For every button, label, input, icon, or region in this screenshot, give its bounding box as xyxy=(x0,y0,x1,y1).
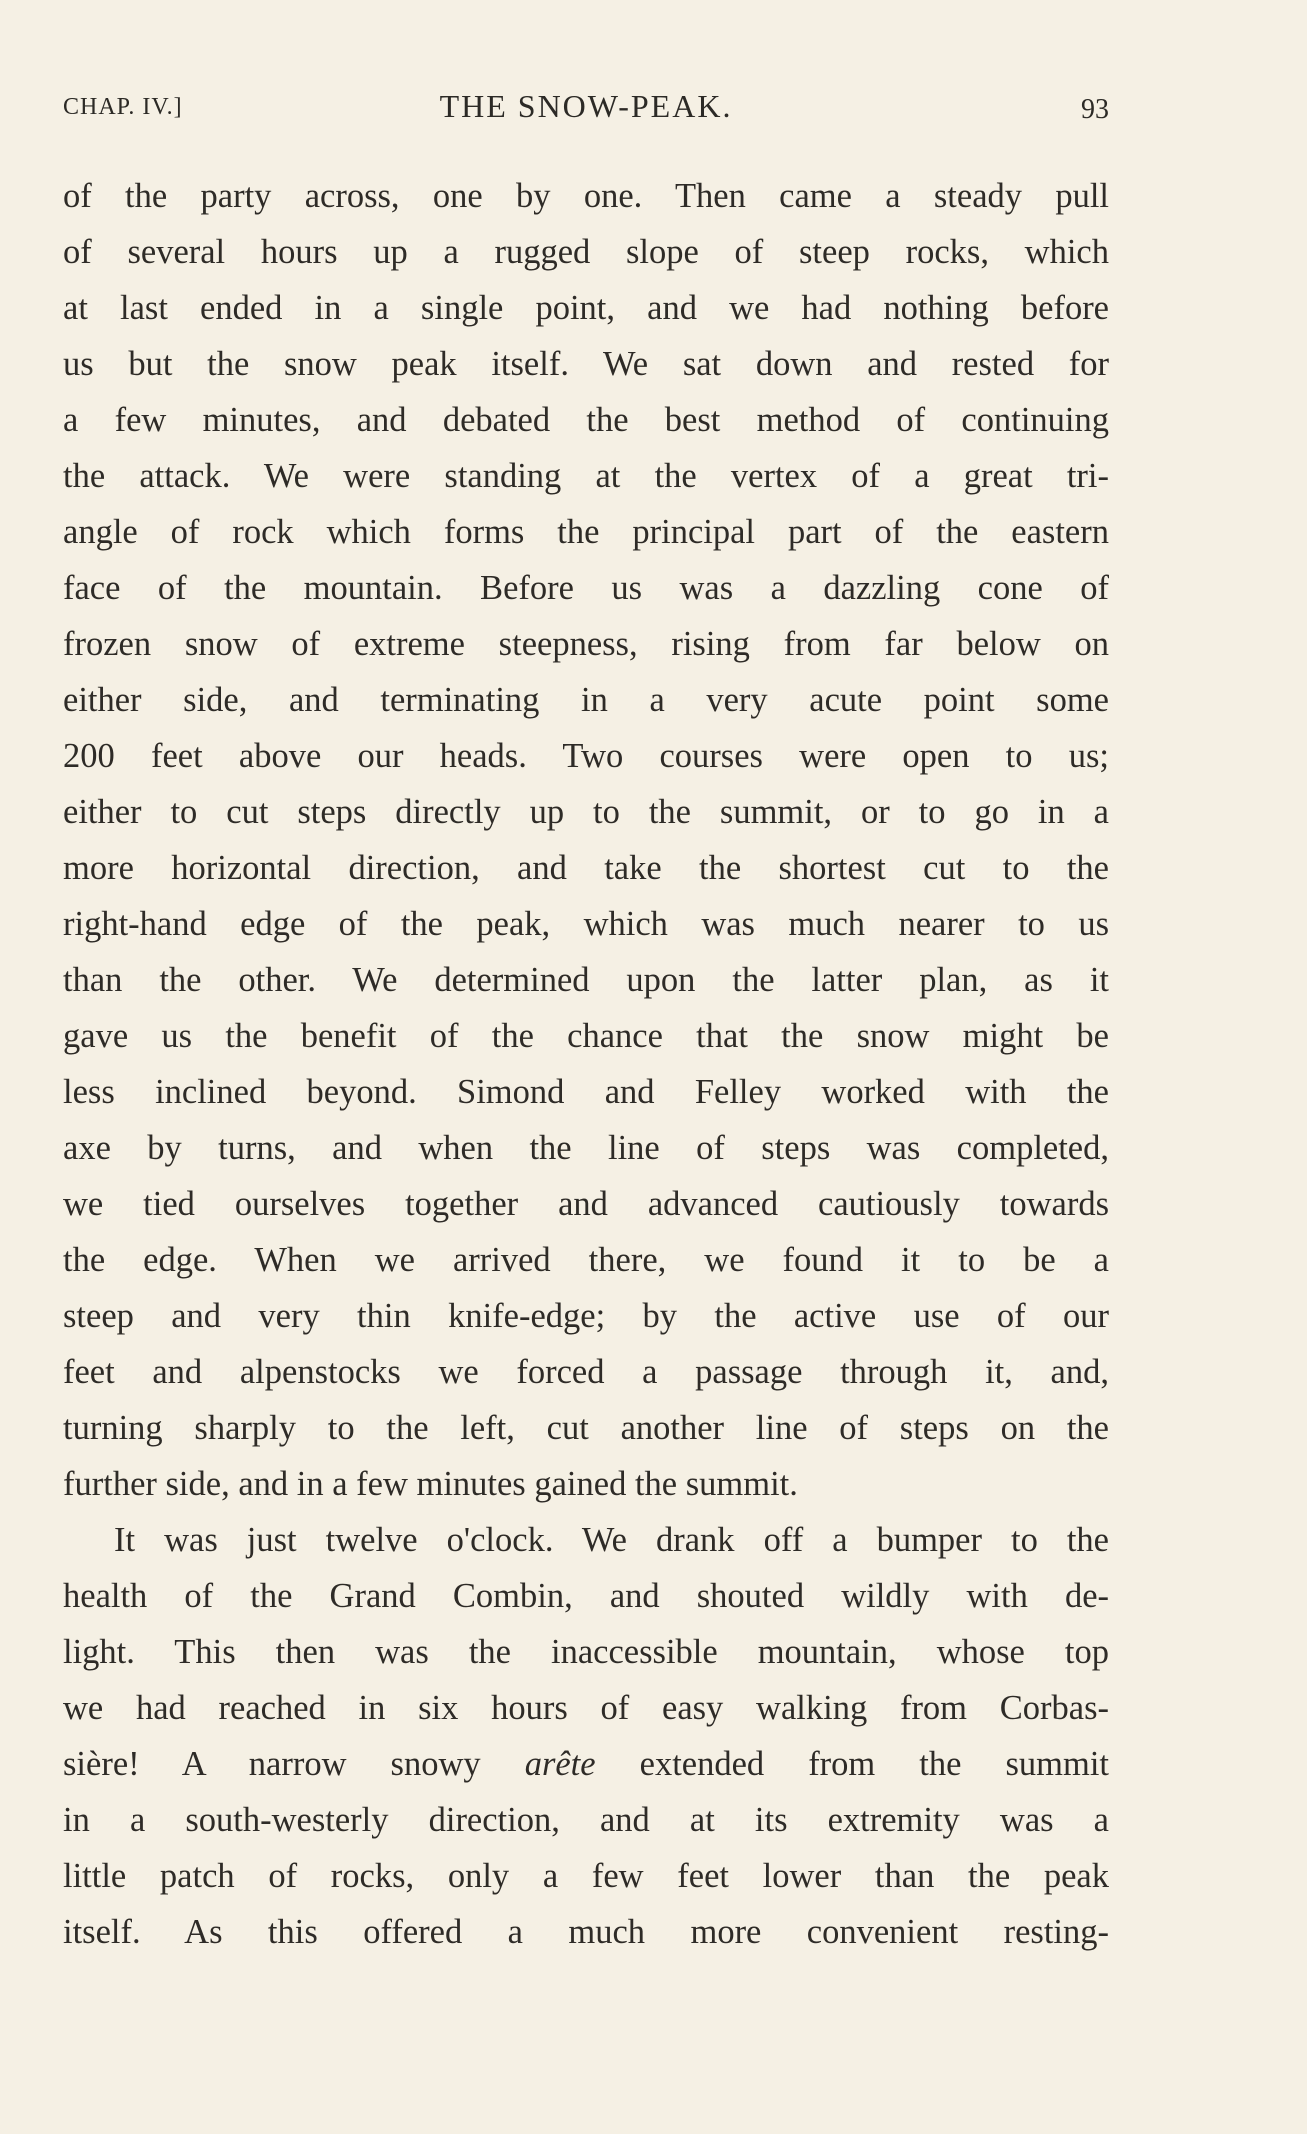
text-line: we had reached in six hours of easy walking from Corbas- xyxy=(63,1689,1109,1727)
page-number: 93 xyxy=(1081,94,1109,125)
paragraph-start-line: It was just twelve o'clock. We drank off a bumper to the xyxy=(114,1521,1109,1559)
text-line: at last ended in a single point, and we had nothing before xyxy=(63,289,1109,327)
text-line: steep and very thin knife-edge; by the active use of our xyxy=(63,1297,1109,1335)
running-head xyxy=(63,88,1109,132)
text-line: gave us the benefit of the chance that the snow might be xyxy=(63,1017,1109,1055)
text-line: angle of rock which forms the principal part of the eastern xyxy=(63,513,1109,551)
page-title: THE SNOW-PEAK. xyxy=(439,88,733,124)
text-line: either to cut steps directly up to the summit, or to go in a xyxy=(63,793,1109,831)
chapter-label: CHAP. IV.] xyxy=(63,94,183,120)
text-line: than the other. We determined upon the latter plan, as it xyxy=(63,961,1109,999)
text-line: of several hours up a rugged slope of steep rocks, which xyxy=(63,233,1109,271)
text-line: turning sharply to the left, cut another line of steps on the xyxy=(63,1409,1109,1447)
arete-line-after: extended from the summit xyxy=(639,1745,1109,1783)
text-line: we tied ourselves together and advanced cautiously towards xyxy=(63,1185,1109,1223)
text-line: face of the mountain. Before us was a dazzling cone of xyxy=(63,569,1109,607)
text-line: 200 feet above our heads. Two courses were open to us; xyxy=(63,737,1109,775)
text-line: the edge. When we arrived there, we found it to be a xyxy=(63,1241,1109,1279)
text-line: itself. As this offered a much more convenient resting- xyxy=(63,1913,1109,1951)
text-line: of the party across, one by one. Then came a steady pull xyxy=(63,177,1109,215)
text-line: health of the Grand Combin, and shouted wildly with de- xyxy=(63,1577,1109,1615)
text-line: axe by turns, and when the line of steps was completed, xyxy=(63,1129,1109,1167)
text-line: more horizontal direction, and take the shortest cut to the xyxy=(63,849,1109,887)
text-line-arete xyxy=(63,1736,1109,1792)
text-line: a few minutes, and debated the best method of continuing xyxy=(63,401,1109,439)
text-line: less inclined beyond. Simond and Felley worked with the xyxy=(63,1073,1109,1111)
text-line: us but the snow peak itself. We sat down and rested for xyxy=(63,345,1109,383)
text-line: either side, and terminating in a very acute point some xyxy=(63,681,1109,719)
text-line: frozen snow of extreme steepness, rising from far below on xyxy=(63,625,1109,663)
arete-italic-word: arête xyxy=(524,1745,596,1783)
arete-line-before: sière! A narrow snowy xyxy=(63,1745,481,1783)
text-line: feet and alpenstocks we forced a passage through it, and, xyxy=(63,1353,1109,1391)
body-text xyxy=(63,168,1109,1960)
text-line: little patch of rocks, only a few feet lower than the peak xyxy=(63,1857,1109,1895)
text-line: right-hand edge of the peak, which was much nearer to us xyxy=(63,905,1109,943)
text-line: in a south-westerly direction, and at its extremity was a xyxy=(63,1801,1109,1839)
text-line: light. This then was the inaccessible mountain, whose top xyxy=(63,1633,1109,1671)
text-line: the attack. We were standing at the vertex of a great tri- xyxy=(63,457,1109,495)
paragraph-end-line: further side, and in a few minutes gained the summit. xyxy=(63,1465,798,1503)
